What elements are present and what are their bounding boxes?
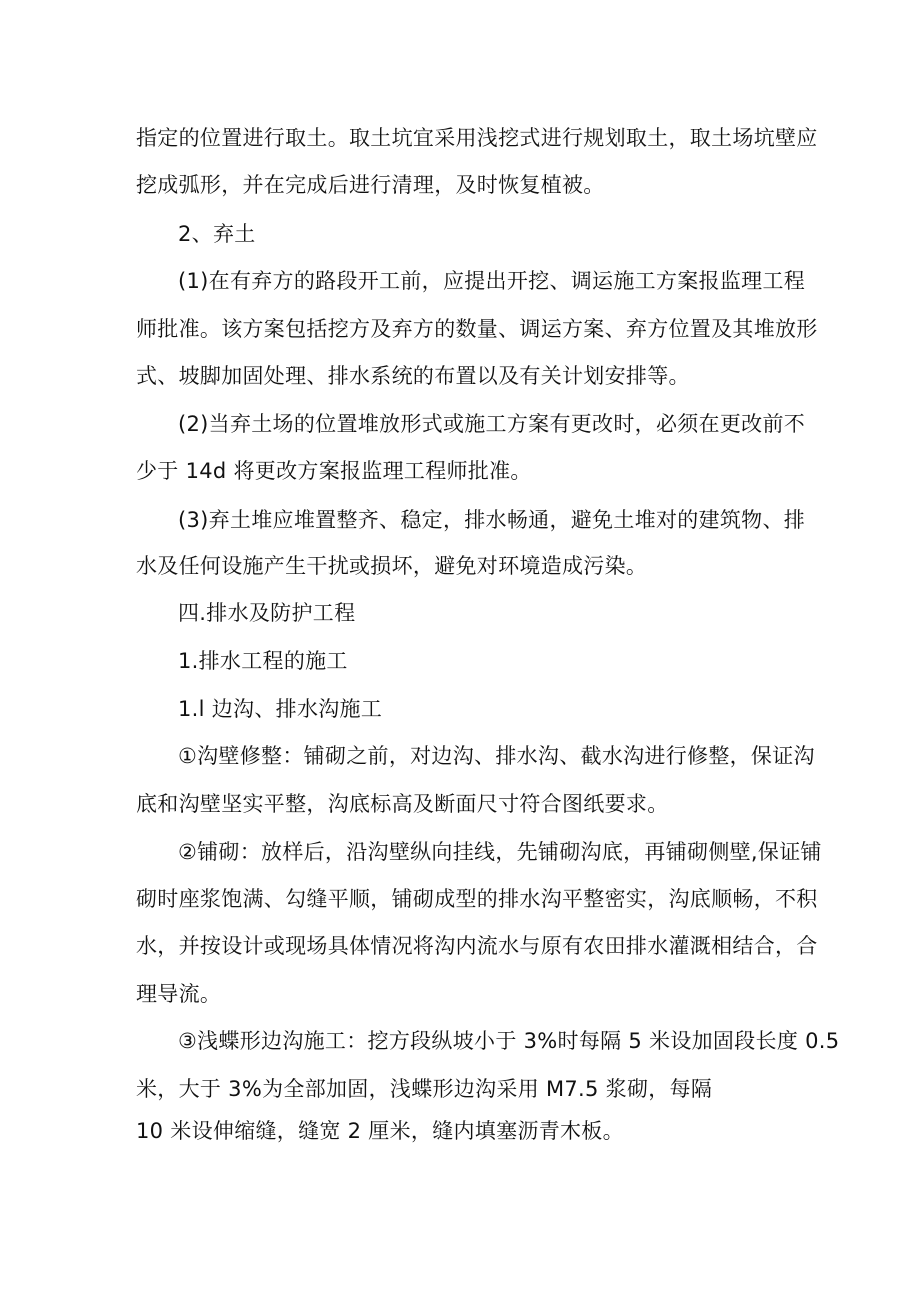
- text-line-19: 理导流。: [136, 982, 222, 1006]
- text-line-22: 10 米设伸缩缝，缝宽 2 厘米，缝内填塞沥青木板。: [136, 1119, 624, 1143]
- text-line-4: (1)在有弃方的路段开工前，应提出开挖、调运施工方案报监理工程: [178, 269, 806, 293]
- subsection-heading-side-ditch: 1.l 边沟、排水沟施工: [178, 697, 383, 721]
- section-heading-disposal: 2、弃土: [178, 222, 256, 246]
- text-line-9: (3)弃土堆应堆置整齐、稳定，排水畅通，避免土堆对的建筑物、排: [178, 508, 806, 532]
- text-line-21: 米，大于 3%为全部加固，浅蝶形边沟采用 M7.5 浆砌，每隔: [136, 1077, 713, 1101]
- text-line-2: 挖成弧形，并在完成后进行清理，及时恢复植被。: [136, 173, 605, 197]
- text-line-17: 砌时座浆饱满、勾缝平顺，铺砌成型的排水沟平整密实，沟底顺畅，不积: [136, 887, 818, 911]
- text-line-20: ③浅蝶形边沟施工：挖方段纵坡小于 3%时每隔 5 米设加固段长度 0.5: [178, 1029, 840, 1053]
- text-line-6: 式、坡脚加固处理、排水系统的布置以及有关计划安排等。: [136, 364, 690, 388]
- text-line-10: 水及任何设施产生干扰或损坏，避免对环境造成污染。: [136, 554, 648, 578]
- subsection-heading-drainage-works: 1.排水工程的施工: [178, 649, 348, 673]
- text-line-1: 指定的位置进行取土。取土坑宜采用浅挖式进行规划取土，取土场坑壁应: [136, 126, 818, 150]
- text-line-15: 底和沟壁坚实平整，沟底标高及断面尺寸符合图纸要求。: [136, 792, 669, 816]
- text-line-18: 水，并按设计或现场具体情况将沟内流水与原有农田排水灌溉相结合，合: [136, 934, 818, 958]
- text-line-5: 师批准。该方案包括挖方及弃方的数量、调运方案、弃方位置及其堆放形: [136, 317, 818, 341]
- text-line-7: (2)当弃土场的位置堆放形式或施工方案有更改时，必须在更改前不: [178, 412, 806, 436]
- section-heading-drainage-protection: 四.排水及防护工程: [178, 601, 356, 625]
- text-line-8: 少于 14d 将更改方案报监理工程师批准。: [136, 459, 532, 483]
- text-line-16: ②铺砌：放样后，沿沟壁纵向挂线，先铺砌沟底，再铺砌侧壁,保证铺: [178, 840, 822, 864]
- text-line-14: ①沟壁修整：铺砌之前，对边沟、排水沟、截水沟进行修整，保证沟: [178, 744, 815, 768]
